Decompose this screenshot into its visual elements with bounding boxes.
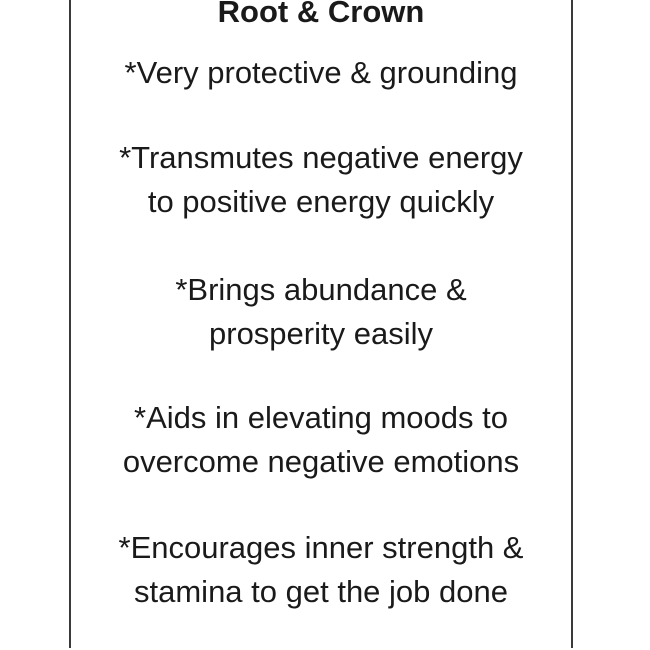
- list-item: [71, 136, 571, 224]
- item-line: *Brings abundance &: [175, 272, 467, 307]
- info-card: [69, 0, 573, 648]
- item-line: *Aids in elevating moods to: [134, 400, 508, 435]
- list-item: [71, 268, 571, 356]
- list-item: [71, 526, 571, 614]
- list-item: [71, 51, 571, 95]
- item-line: *Transmutes negative energy: [119, 140, 523, 175]
- list-item: [71, 396, 571, 484]
- item-line: prosperity easily: [209, 316, 433, 351]
- item-line: overcome negative emotions: [122, 444, 520, 479]
- item-line: to positive energy quickly: [147, 184, 495, 219]
- item-line: stamina to get the job done: [134, 574, 508, 609]
- card-title: Root & Crown: [217, 0, 425, 29]
- item-line: *Very protective & grounding: [124, 55, 518, 90]
- item-line: *Encourages inner strength &: [118, 530, 524, 565]
